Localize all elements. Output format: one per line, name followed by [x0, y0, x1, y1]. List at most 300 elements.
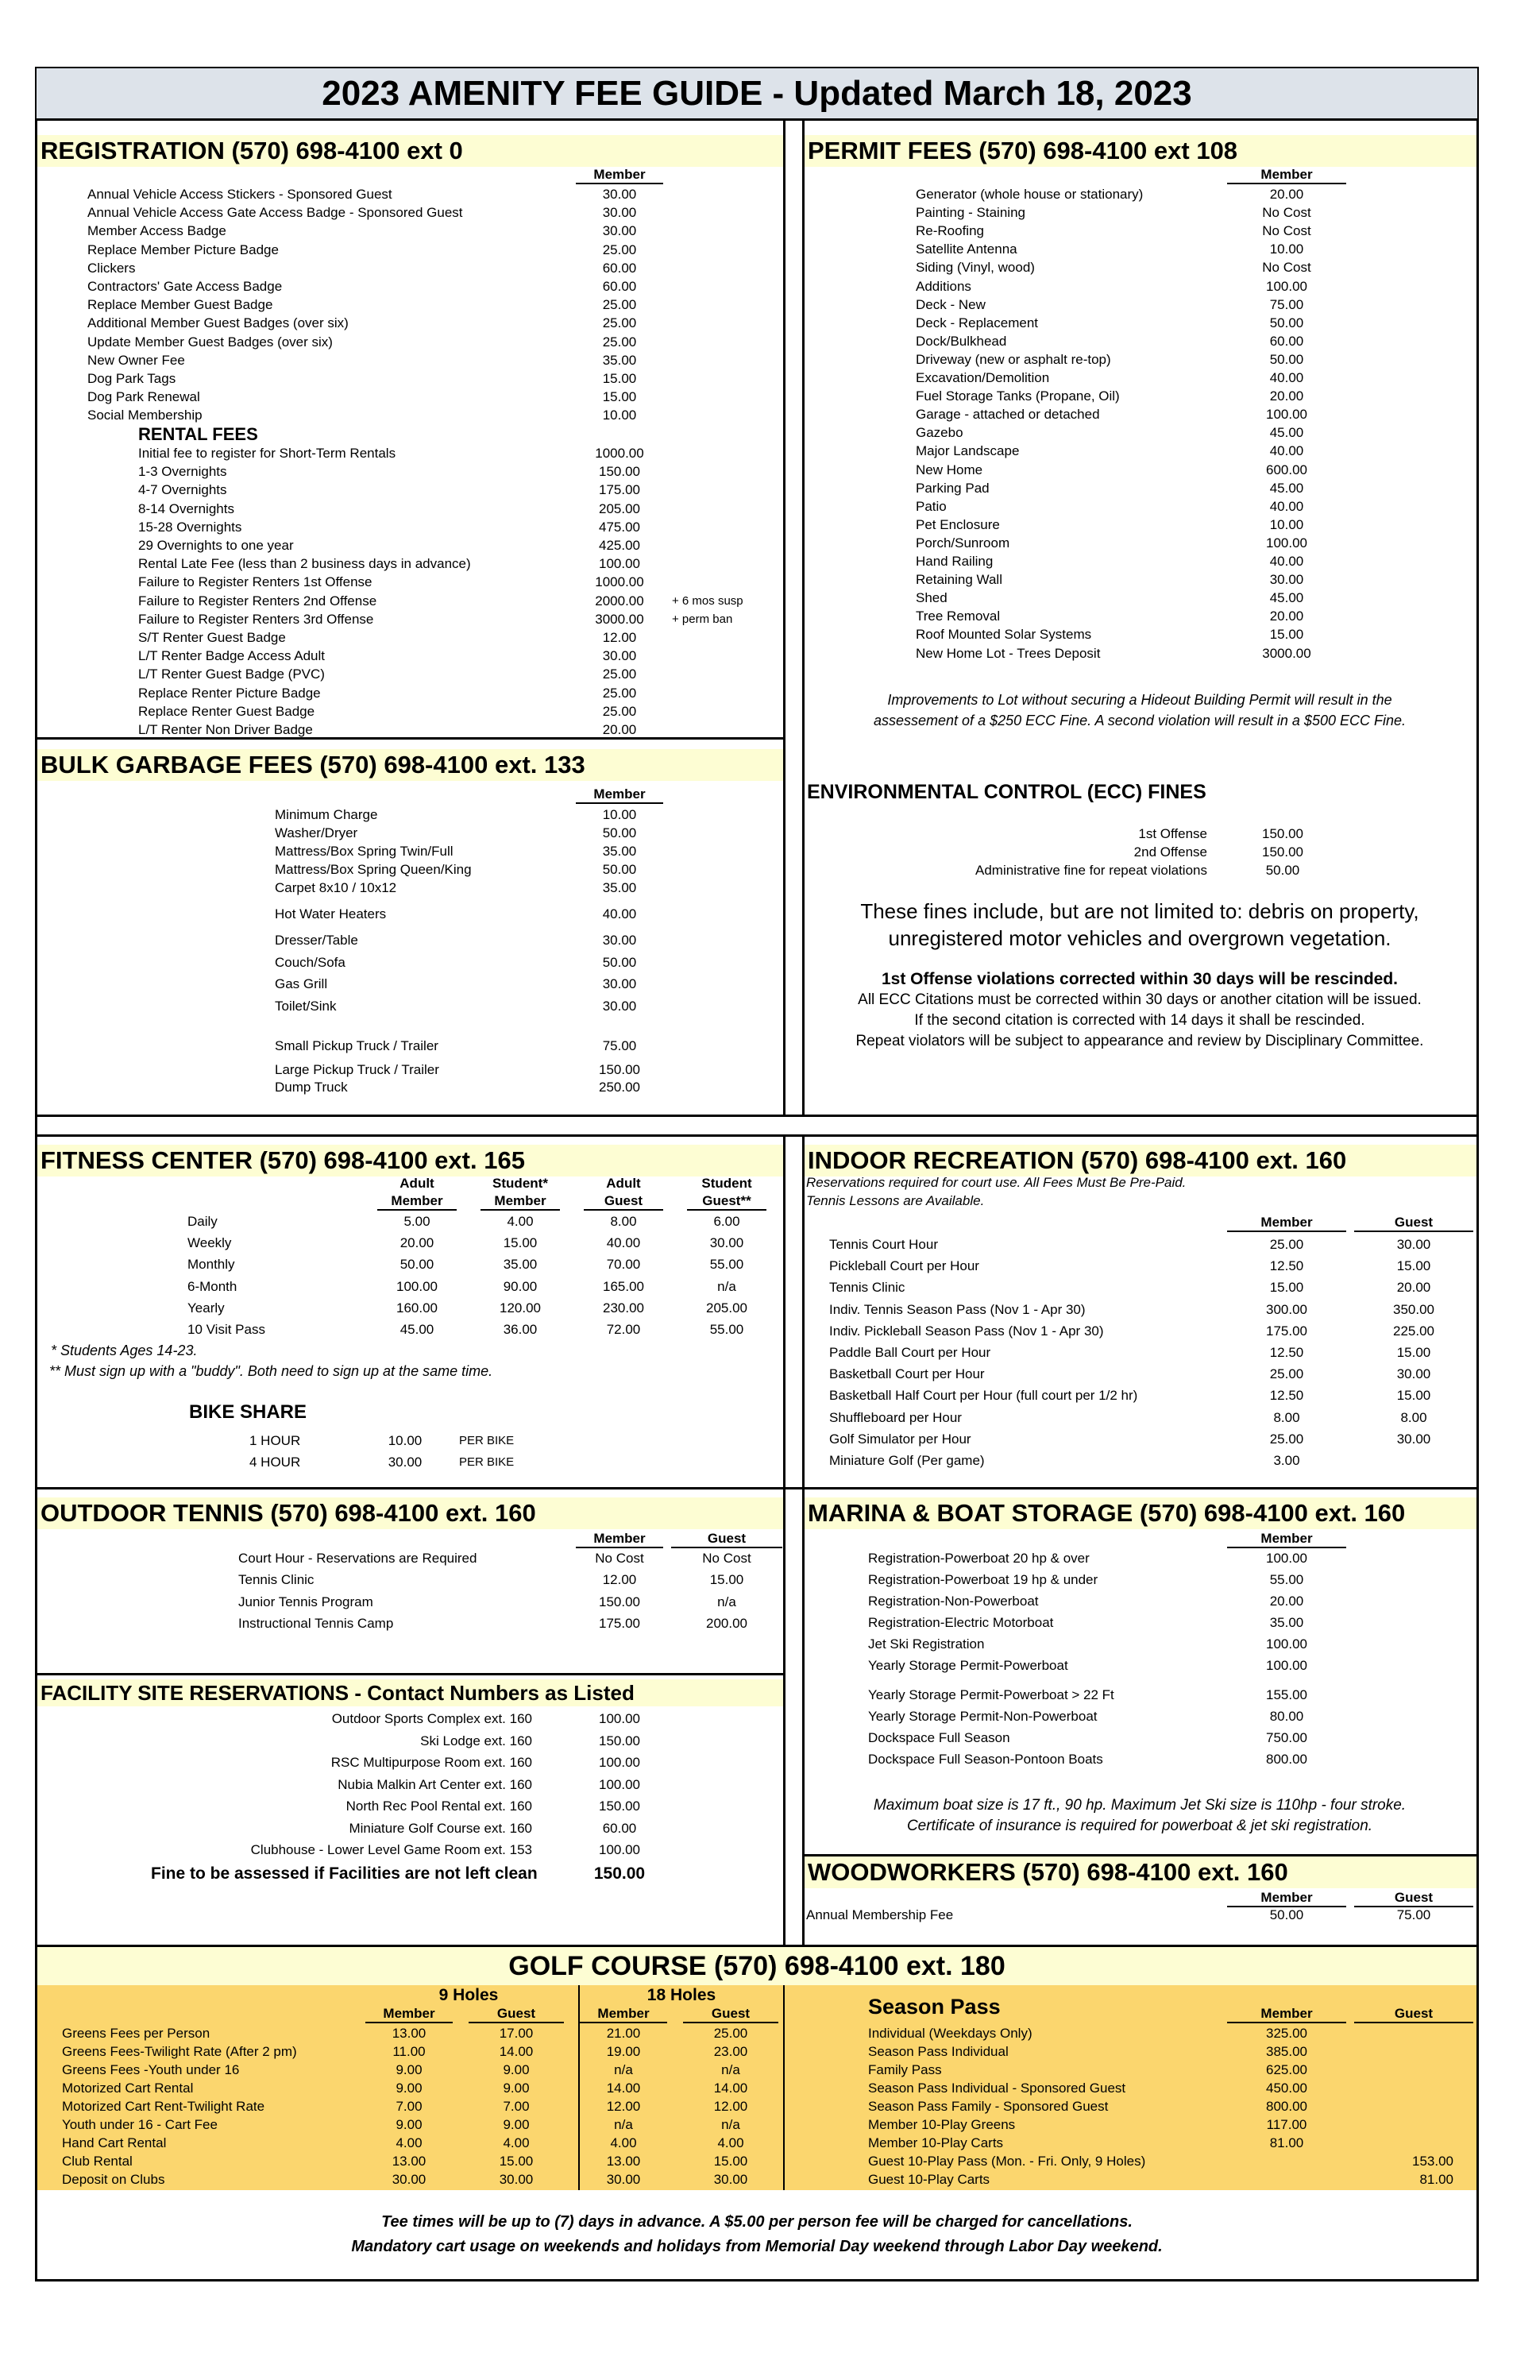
- facility-row-label: RSC Multipurpose Room ext. 160: [330, 1755, 532, 1770]
- rental-row-label: 8-14 Overnights: [138, 500, 234, 516]
- indoor-row-label: Tennis Clinic: [829, 1280, 905, 1296]
- permit-row-label: Siding (Vinyl, wood): [916, 260, 1035, 276]
- ecc-row-label: Administrative fine for repeat violations: [975, 863, 1207, 878]
- registration-row-value: 15.00: [602, 371, 637, 386]
- indoor-row-value: 20.00: [1396, 1280, 1431, 1296]
- registration-row-value: 10.00: [602, 408, 637, 423]
- bulk-row-label: Mattress/Box Spring Twin/Full: [275, 844, 454, 859]
- facility-row-label: Miniature Golf Course ext. 160: [349, 1820, 532, 1836]
- season-row-value: 117.00: [1266, 2117, 1307, 2132]
- marina-row-label: Registration-Powerboat 20 hp & over: [868, 1551, 1090, 1566]
- fitness-row-value: 5.00: [403, 1214, 430, 1229]
- indoor-row-value: 12.50: [1269, 1258, 1304, 1274]
- bulk-row-label: Mattress/Box Spring Queen/King: [275, 862, 472, 877]
- permit-row-label: New Home Lot - Trees Deposit: [916, 645, 1101, 661]
- golf-row-value: 14.00: [499, 2044, 534, 2059]
- golf-divider: [783, 1985, 785, 2190]
- indoor-row-label: Indiv. Pickleball Season Pass (Nov 1 - Apr 30): [829, 1323, 1104, 1339]
- season-row-label: Guest 10-Play Carts: [868, 2172, 990, 2187]
- registration-row-label: Dog Park Renewal: [87, 389, 200, 405]
- fitness-col-header: Guest: [584, 1193, 663, 1211]
- fitness-row-value: 15.00: [503, 1235, 538, 1251]
- permit-row-label: Excavation/Demolition: [916, 370, 1050, 385]
- golf-row-value: 30.00: [499, 2172, 534, 2187]
- golf-row-value: 4.00: [610, 2135, 637, 2150]
- golf-row-value: 11.00: [392, 2044, 426, 2059]
- bulk-row-value: 35.00: [602, 880, 637, 895]
- golf-row-value: 14.00: [713, 2081, 748, 2096]
- indoor-row-value: 225.00: [1393, 1323, 1434, 1339]
- marina-note: [804, 1795, 1476, 1837]
- ecc-row-value: 150.00: [1262, 826, 1303, 841]
- facility-row-label: Ski Lodge ext. 160: [420, 1733, 532, 1748]
- season-row-guest-value: 81.00: [1419, 2172, 1453, 2187]
- fitness-row-label: 10 Visit Pass: [187, 1322, 265, 1337]
- permit-row-label: Generator (whole house or stationary): [916, 187, 1144, 202]
- golf-row-label: Hand Cart Rental: [62, 2135, 167, 2150]
- permit-row-value: 40.00: [1269, 554, 1304, 569]
- registration-row-value: 15.00: [602, 389, 637, 405]
- season-col-member: Member: [1227, 2006, 1346, 2023]
- fitness-row-value: 205.00: [706, 1300, 747, 1316]
- fitness-footnote-1: * Students Ages 14-23.: [51, 1343, 198, 1358]
- tennis-row-value: No Cost: [595, 1551, 644, 1566]
- bulk-row-value: 75.00: [602, 1038, 637, 1053]
- column-divider: [783, 1136, 785, 1949]
- rental-row-label: L/T Renter Guest Badge (PVC): [138, 666, 325, 682]
- fitness-row-value: 6.00: [713, 1214, 740, 1229]
- permit-row-label: Deck - Replacement: [916, 315, 1039, 330]
- permit-row-value: 100.00: [1266, 535, 1307, 551]
- golf-row-label: Deposit on Clubs: [62, 2172, 165, 2187]
- facility-heading: FACILITY SITE RESERVATIONS - Contact Numbers as Listed: [37, 1679, 783, 1706]
- permit-row-label: Additions: [916, 278, 971, 294]
- registration-row-label: Additional Member Guest Badges (over six): [87, 315, 349, 331]
- golf-row-value: 13.00: [392, 2154, 426, 2169]
- permit-row-value: No Cost: [1262, 223, 1311, 239]
- registration-row-label: Replace Member Picture Badge: [87, 241, 279, 257]
- registration-row-value: 25.00: [602, 315, 637, 331]
- season-row-guest-value: 153.00: [1412, 2154, 1453, 2169]
- permit-row-value: 45.00: [1269, 590, 1304, 606]
- ecc-text-line-2: unregistered motor vehicles and overgrown vegetation.: [888, 926, 1391, 950]
- permit-row-label: Driveway (new or asphalt re-top): [916, 351, 1111, 367]
- tennis-col-member: Member: [576, 1531, 663, 1548]
- facility-fine-label: Fine to be assessed if Facilities are not left clean: [151, 1864, 538, 1883]
- rental-row-value: 30.00: [602, 648, 637, 664]
- golf-row-value: 30.00: [392, 2172, 426, 2187]
- fitness-row-value: 36.00: [503, 1322, 538, 1337]
- golf-row-value: 7.00: [396, 2099, 423, 2114]
- permit-row-label: Major Landscape: [916, 443, 1020, 459]
- permit-row-value: 45.00: [1269, 425, 1304, 441]
- marina-row-label: Registration-Powerboat 19 hp & under: [868, 1572, 1098, 1587]
- rental-row-label: L/T Renter Non Driver Badge: [138, 722, 313, 737]
- golf-row-value: 9.00: [503, 2081, 530, 2096]
- fitness-col-header: Student*: [492, 1176, 548, 1191]
- rental-row-value: 1000.00: [595, 574, 644, 590]
- bulk-row-value: 10.00: [602, 807, 637, 822]
- bike-row-label: 1 HOUR: [249, 1433, 301, 1448]
- registration-row-value: 30.00: [602, 205, 637, 221]
- divider: [35, 1673, 785, 1675]
- tennis-row-label: Tennis Clinic: [238, 1572, 315, 1588]
- golf-18-holes: 18 Holes: [646, 1986, 716, 2004]
- season-row-label: Member 10-Play Carts: [868, 2135, 1004, 2150]
- golf-col-9-guest: Guest: [469, 2006, 564, 2023]
- permit-row-value: 20.00: [1269, 609, 1304, 624]
- bulk-row-label: Small Pickup Truck / Trailer: [275, 1038, 438, 1053]
- permit-row-value: No Cost: [1262, 205, 1311, 221]
- permit-note-line-1: Improvements to Lot without securing a Hideout Building Permit will result in the: [887, 692, 1392, 708]
- season-row-value: 325.00: [1266, 2026, 1307, 2041]
- rental-row-label: Failure to Register Renters 3rd Offense: [138, 611, 374, 627]
- rental-row-label: 29 Overnights to one year: [138, 538, 294, 553]
- rental-row-value: 475.00: [599, 519, 640, 535]
- rental-row-value: 25.00: [602, 685, 637, 701]
- indoor-row-value: 25.00: [1269, 1237, 1304, 1252]
- fitness-row-label: Yearly: [187, 1300, 225, 1316]
- ecc-row-value: 150.00: [1262, 844, 1303, 860]
- golf-row-value: 15.00: [499, 2154, 534, 2169]
- permit-row-label: Garage - attached or detached: [916, 407, 1100, 423]
- tennis-col-guest: Guest: [671, 1531, 782, 1548]
- marina-note-line-2: Certificate of insurance is required for powerboat & jet ski registration.: [906, 1818, 1373, 1834]
- bike-row-value: 10.00: [388, 1433, 423, 1448]
- ecc-rule-1: All ECC Citations must be corrected within 30 days or another citation will be issued.: [858, 991, 1422, 1008]
- marina-row-label: Registration-Non-Powerboat: [868, 1594, 1039, 1609]
- ecc-row-value: 50.00: [1265, 863, 1300, 878]
- permit-row-label: Painting - Staining: [916, 205, 1025, 221]
- indoor-row-value: 15.00: [1396, 1258, 1431, 1274]
- bulk-row-label: Toilet/Sink: [275, 999, 337, 1014]
- season-row-value: 625.00: [1266, 2062, 1307, 2077]
- marina-row-label: Jet Ski Registration: [868, 1636, 985, 1652]
- fitness-row-value: 70.00: [606, 1257, 641, 1273]
- golf-row-label: Greens Fees -Youth under 16: [62, 2062, 240, 2077]
- marina-row-label: Yearly Storage Permit-Powerboat: [868, 1658, 1068, 1673]
- season-row-value: 800.00: [1266, 2099, 1307, 2114]
- indoor-row-label: Shuffleboard per Hour: [829, 1409, 962, 1425]
- ecc-heading: ENVIRONMENTAL CONTROL (ECC) FINES: [807, 781, 1206, 803]
- indoor-row-value: 12.50: [1269, 1345, 1304, 1360]
- golf-row-label: Motorized Cart Rental: [62, 2081, 194, 2096]
- bike-row-value: 30.00: [388, 1455, 423, 1470]
- registration-row-label: Social Membership: [87, 408, 203, 423]
- permit-row-value: 600.00: [1266, 462, 1307, 477]
- indoor-row-value: 3.00: [1273, 1453, 1300, 1468]
- bulk-row-label: Dresser/Table: [275, 933, 358, 948]
- permit-row-value: 60.00: [1269, 333, 1304, 349]
- ecc-rule-bold: 1st Offense violations corrected within 30 days will be rescinded.: [881, 970, 1399, 988]
- tennis-row-value: 200.00: [706, 1615, 747, 1631]
- rental-row-label: L/T Renter Badge Access Adult: [138, 648, 325, 664]
- rental-row-value: 425.00: [599, 538, 640, 553]
- golf-row-value: 13.00: [606, 2154, 641, 2169]
- marina-row-label: Registration-Electric Motorboat: [868, 1615, 1054, 1630]
- rental-row-label: Failure to Register Renters 2nd Offense: [138, 593, 377, 609]
- permit-row-label: Fuel Storage Tanks (Propane, Oil): [916, 388, 1120, 404]
- marina-row-value: 750.00: [1266, 1730, 1307, 1745]
- permit-row-value: 50.00: [1269, 351, 1304, 367]
- facility-row-label: Outdoor Sports Complex ext. 160: [331, 1711, 532, 1726]
- divider: [35, 1115, 1479, 1117]
- season-col-guest: Guest: [1354, 2006, 1473, 2023]
- permit-row-label: New Home: [916, 462, 983, 477]
- golf-row-label: Youth under 16 - Cart Fee: [62, 2117, 218, 2132]
- fitness-col-header: Adult: [399, 1176, 434, 1191]
- season-row-label: Guest 10-Play Pass (Mon. - Fri. Only, 9 Holes): [868, 2154, 1146, 2169]
- golf-col-9-member: Member: [365, 2006, 453, 2023]
- permit-row-value: 20.00: [1269, 388, 1304, 404]
- marina-row-value: 800.00: [1266, 1752, 1307, 1767]
- ecc-rules: [804, 969, 1476, 1052]
- registration-row-value: 25.00: [602, 241, 637, 257]
- indoor-row-label: Paddle Ball Court per Hour: [829, 1345, 991, 1360]
- rental-row-label: Failure to Register Renters 1st Offense: [138, 574, 372, 590]
- bulk-row-value: 50.00: [602, 825, 637, 840]
- bulk-row-value: 250.00: [599, 1080, 640, 1095]
- indoor-note-1: Reservations required for court use. All Fees Must Be Pre-Paid.: [806, 1175, 1187, 1190]
- season-pass-heading: Season Pass: [868, 1995, 1001, 2019]
- golf-row-value: 4.00: [503, 2135, 530, 2150]
- rental-row-value: + 6 mos susp: [672, 593, 743, 608]
- rental-row-label: Rental Late Fee (less than 2 business days in advance): [138, 556, 471, 572]
- golf-row-value: 9.00: [503, 2062, 530, 2077]
- woodworkers-heading: WOODWORKERS (570) 698-4100 ext. 160: [805, 1856, 1476, 1888]
- season-row-value: 81.00: [1269, 2135, 1304, 2150]
- golf-row-value: 17.00: [499, 2026, 534, 2041]
- rental-row-value: 25.00: [602, 703, 637, 719]
- season-row-label: Season Pass Individual - Sponsored Guest: [868, 2081, 1126, 2096]
- golf-heading: GOLF COURSE (570) 698-4100 ext. 180: [508, 1951, 1005, 1981]
- marina-row-value: 80.00: [1269, 1709, 1304, 1724]
- woodworkers-col-guest: Guest: [1354, 1890, 1473, 1907]
- indoor-row-value: 12.50: [1269, 1388, 1304, 1404]
- bulk-row-value: 50.00: [602, 955, 637, 970]
- facility-row-value: 100.00: [599, 1711, 640, 1726]
- fitness-row-value: 4.00: [507, 1214, 534, 1229]
- permit-row-value: 100.00: [1266, 278, 1307, 294]
- fitness-col-header: Member: [481, 1193, 560, 1211]
- rental-row-value: 20.00: [602, 722, 637, 737]
- rental-row-label: Replace Renter Picture Badge: [138, 685, 321, 701]
- fitness-row-label: Monthly: [187, 1257, 235, 1273]
- rental-row-value: 150.00: [599, 464, 640, 480]
- fitness-col-header: Adult: [606, 1176, 641, 1191]
- bulk-row-label: Carpet 8x10 / 10x12: [275, 880, 397, 895]
- permit-row-label: Tree Removal: [916, 609, 1001, 624]
- rental-fees-heading: RENTAL FEES: [138, 424, 258, 444]
- bulk-row-value: 30.00: [602, 976, 637, 991]
- woodworkers-row-member: 50.00: [1269, 1907, 1304, 1922]
- fitness-heading: FITNESS CENTER (570) 698-4100 ext. 165: [37, 1145, 783, 1176]
- fitness-row-value: 100.00: [396, 1278, 438, 1294]
- season-row-label: Individual (Weekdays Only): [868, 2026, 1032, 2041]
- permit-row-label: Roof Mounted Solar Systems: [916, 627, 1092, 643]
- permit-heading: PERMIT FEES (570) 698-4100 ext 108: [805, 135, 1476, 167]
- indoor-row-label: Golf Simulator per Hour: [829, 1431, 971, 1447]
- registration-row-label: Dog Park Tags: [87, 371, 176, 386]
- permit-row-value: 30.00: [1269, 572, 1304, 588]
- indoor-row-value: 30.00: [1396, 1431, 1431, 1447]
- woodworkers-col-member: Member: [1227, 1890, 1346, 1907]
- golf-row-value: 9.00: [396, 2062, 423, 2077]
- golf-row-value: 14.00: [606, 2081, 641, 2096]
- ecc-rule-2: If the second citation is corrected with 14 days it shall be rescinded.: [914, 1012, 1365, 1029]
- golf-row-value: 30.00: [606, 2172, 641, 2187]
- fitness-row-value: 120.00: [500, 1300, 541, 1316]
- fitness-row-value: 20.00: [399, 1235, 434, 1251]
- permit-row-label: Porch/Sunroom: [916, 535, 1010, 551]
- fitness-row-label: Weekly: [187, 1235, 232, 1251]
- indoor-row-value: 30.00: [1396, 1237, 1431, 1252]
- ecc-row-label: 1st Offense: [1138, 826, 1207, 841]
- golf-note-2: Mandatory cart usage on weekends and holidays from Memorial Day weekend through Labor Day weekend.: [351, 2238, 1163, 2255]
- season-row-label: Season Pass Individual: [868, 2044, 1009, 2059]
- bulk-row-label: Gas Grill: [275, 976, 328, 991]
- season-row-value: 450.00: [1266, 2081, 1307, 2096]
- tennis-row-label: Instructional Tennis Camp: [238, 1615, 394, 1631]
- bulk-heading: BULK GARBAGE FEES (570) 698-4100 ext. 133: [37, 749, 783, 781]
- fitness-footnote-2: ** Must sign up with a "buddy". Both need to sign up at the same time.: [49, 1363, 493, 1379]
- registration-row-label: Contractors' Gate Access Badge: [87, 279, 283, 294]
- bulk-row-value: 40.00: [602, 906, 637, 921]
- registration-row-value: 30.00: [602, 223, 637, 239]
- indoor-note-2: Tennis Lessons are Available.: [806, 1193, 985, 1208]
- permit-row-label: Patio: [916, 498, 947, 514]
- tennis-row-value: 150.00: [599, 1594, 640, 1609]
- fitness-row-value: 8.00: [610, 1214, 637, 1229]
- rental-row-label: S/T Renter Guest Badge: [138, 630, 286, 645]
- registration-heading: REGISTRATION (570) 698-4100 ext 0: [37, 135, 783, 167]
- tennis-row-value: n/a: [717, 1594, 736, 1609]
- marina-row-value: 155.00: [1266, 1687, 1307, 1702]
- permit-row-label: Pet Enclosure: [916, 516, 1000, 532]
- indoor-row-value: 350.00: [1393, 1301, 1434, 1317]
- indoor-row-value: 15.00: [1396, 1388, 1431, 1404]
- permit-note: [804, 690, 1476, 731]
- fitness-row-value: n/a: [717, 1278, 736, 1294]
- permit-row-label: Gazebo: [916, 425, 963, 441]
- ecc-text: [804, 898, 1476, 952]
- golf-notes: [37, 2210, 1476, 2259]
- golf-row-value: n/a: [614, 2117, 633, 2132]
- season-row-label: Season Pass Family - Sponsored Guest: [868, 2099, 1109, 2114]
- bike-row-unit: PER BIKE: [459, 1434, 515, 1447]
- rental-row-label: Replace Renter Guest Badge: [138, 703, 315, 719]
- fitness-row-value: 160.00: [396, 1300, 438, 1316]
- marina-row-value: 100.00: [1266, 1636, 1307, 1652]
- bike-share-heading: BIKE SHARE: [189, 1401, 307, 1423]
- indoor-row-value: 300.00: [1266, 1301, 1307, 1317]
- golf-col-18-guest: Guest: [683, 2006, 778, 2023]
- ecc-text-line-1: These fines include, but are not limited to: debris on property,: [860, 899, 1419, 923]
- indoor-row-label: Basketball Half Court per Hour (full court per 1/2 hr): [829, 1388, 1138, 1404]
- fitness-row-label: 6-Month: [187, 1278, 237, 1294]
- bulk-row-label: Hot Water Heaters: [275, 906, 387, 921]
- permit-row-value: 40.00: [1269, 443, 1304, 459]
- season-row-value: 385.00: [1266, 2044, 1307, 2059]
- fitness-row-label: Daily: [187, 1214, 218, 1229]
- season-row-label: Member 10-Play Greens: [868, 2117, 1016, 2132]
- rental-row-label: 4-7 Overnights: [138, 482, 227, 498]
- rental-row-value: 175.00: [599, 482, 640, 498]
- fitness-row-value: 55.00: [709, 1257, 744, 1273]
- season-row-label: Family Pass: [868, 2062, 942, 2077]
- rental-row-value: 25.00: [602, 666, 637, 682]
- indoor-row-value: 15.00: [1396, 1345, 1431, 1360]
- golf-note-1: Tee times will be up to (7) days in advance. A $5.00 per person fee will be charged for cancellations.: [381, 2213, 1133, 2231]
- marina-row-label: Yearly Storage Permit-Powerboat > 22 Ft: [868, 1687, 1114, 1702]
- permit-row-value: 40.00: [1269, 498, 1304, 514]
- rental-row-value: 205.00: [599, 500, 640, 516]
- golf-row-value: 13.00: [392, 2026, 426, 2041]
- fitness-row-value: 35.00: [503, 1257, 538, 1273]
- tennis-row-value: 15.00: [709, 1572, 744, 1588]
- bulk-row-value: 50.00: [602, 862, 637, 877]
- facility-fine-value: 150.00: [593, 1864, 646, 1883]
- tennis-row-value: No Cost: [702, 1551, 751, 1566]
- permit-row-value: 50.00: [1269, 315, 1304, 330]
- indoor-row-value: 15.00: [1269, 1280, 1304, 1296]
- golf-row-value: 4.00: [396, 2135, 423, 2150]
- bulk-row-label: Washer/Dryer: [275, 825, 358, 840]
- golf-row-value: 9.00: [503, 2117, 530, 2132]
- permit-row-value: 20.00: [1269, 187, 1304, 202]
- indoor-row-value: 30.00: [1396, 1366, 1431, 1382]
- registration-row-value: 60.00: [602, 279, 637, 294]
- facility-row-value: 60.00: [602, 1820, 637, 1836]
- marina-note-line-1: Maximum boat size is 17 ft., 90 hp. Maximum Jet Ski size is 110hp - four stroke.: [873, 1797, 1407, 1814]
- fitness-row-value: 40.00: [606, 1235, 641, 1251]
- bike-row-label: 4 HOUR: [249, 1455, 301, 1470]
- marina-row-value: 20.00: [1269, 1594, 1304, 1609]
- marina-row-label: Dockspace Full Season: [868, 1730, 1010, 1745]
- bulk-row-label: Couch/Sofa: [275, 955, 345, 970]
- indoor-row-value: 8.00: [1400, 1409, 1427, 1425]
- facility-row-value: 100.00: [599, 1776, 640, 1792]
- indoor-row-label: Indiv. Tennis Season Pass (Nov 1 - Apr 30): [829, 1301, 1086, 1317]
- rental-row-value: 1000.00: [595, 446, 644, 461]
- tennis-row-label: Junior Tennis Program: [238, 1594, 373, 1609]
- registration-row-label: Update Member Guest Badges (over six): [87, 334, 333, 350]
- woodworkers-row-guest: 75.00: [1396, 1907, 1431, 1922]
- permit-row-value: 15.00: [1269, 627, 1304, 643]
- permit-row-label: Shed: [916, 590, 948, 606]
- fitness-col-header: Member: [377, 1193, 457, 1211]
- registration-row-label: Annual Vehicle Access Gate Access Badge - Sponsored Guest: [87, 205, 463, 221]
- bulk-row-label: Large Pickup Truck / Trailer: [275, 1062, 439, 1077]
- rental-row-value: + perm ban: [672, 612, 733, 626]
- golf-col-18-member: Member: [580, 2006, 667, 2023]
- registration-row-label: Member Access Badge: [87, 223, 226, 239]
- fitness-row-value: 30.00: [709, 1235, 744, 1251]
- permit-row-value: 75.00: [1269, 296, 1304, 312]
- ecc-rule-3: Repeat violators will be subject to appearance and review by Disciplinary Committee.: [855, 1033, 1424, 1049]
- bulk-row-value: 30.00: [602, 999, 637, 1014]
- golf-row-value: 21.00: [606, 2026, 641, 2041]
- indoor-row-value: 8.00: [1273, 1409, 1300, 1425]
- bulk-col-header: Member: [576, 786, 663, 804]
- indoor-col-member: Member: [1227, 1215, 1346, 1232]
- golf-row-value: n/a: [614, 2062, 633, 2077]
- fitness-row-value: 50.00: [399, 1257, 434, 1273]
- indoor-row-value: 25.00: [1269, 1366, 1304, 1382]
- fitness-col-header: Student: [701, 1176, 752, 1191]
- registration-row-label: Annual Vehicle Access Stickers - Sponsored Guest: [87, 187, 392, 202]
- registration-row-label: Clickers: [87, 260, 136, 276]
